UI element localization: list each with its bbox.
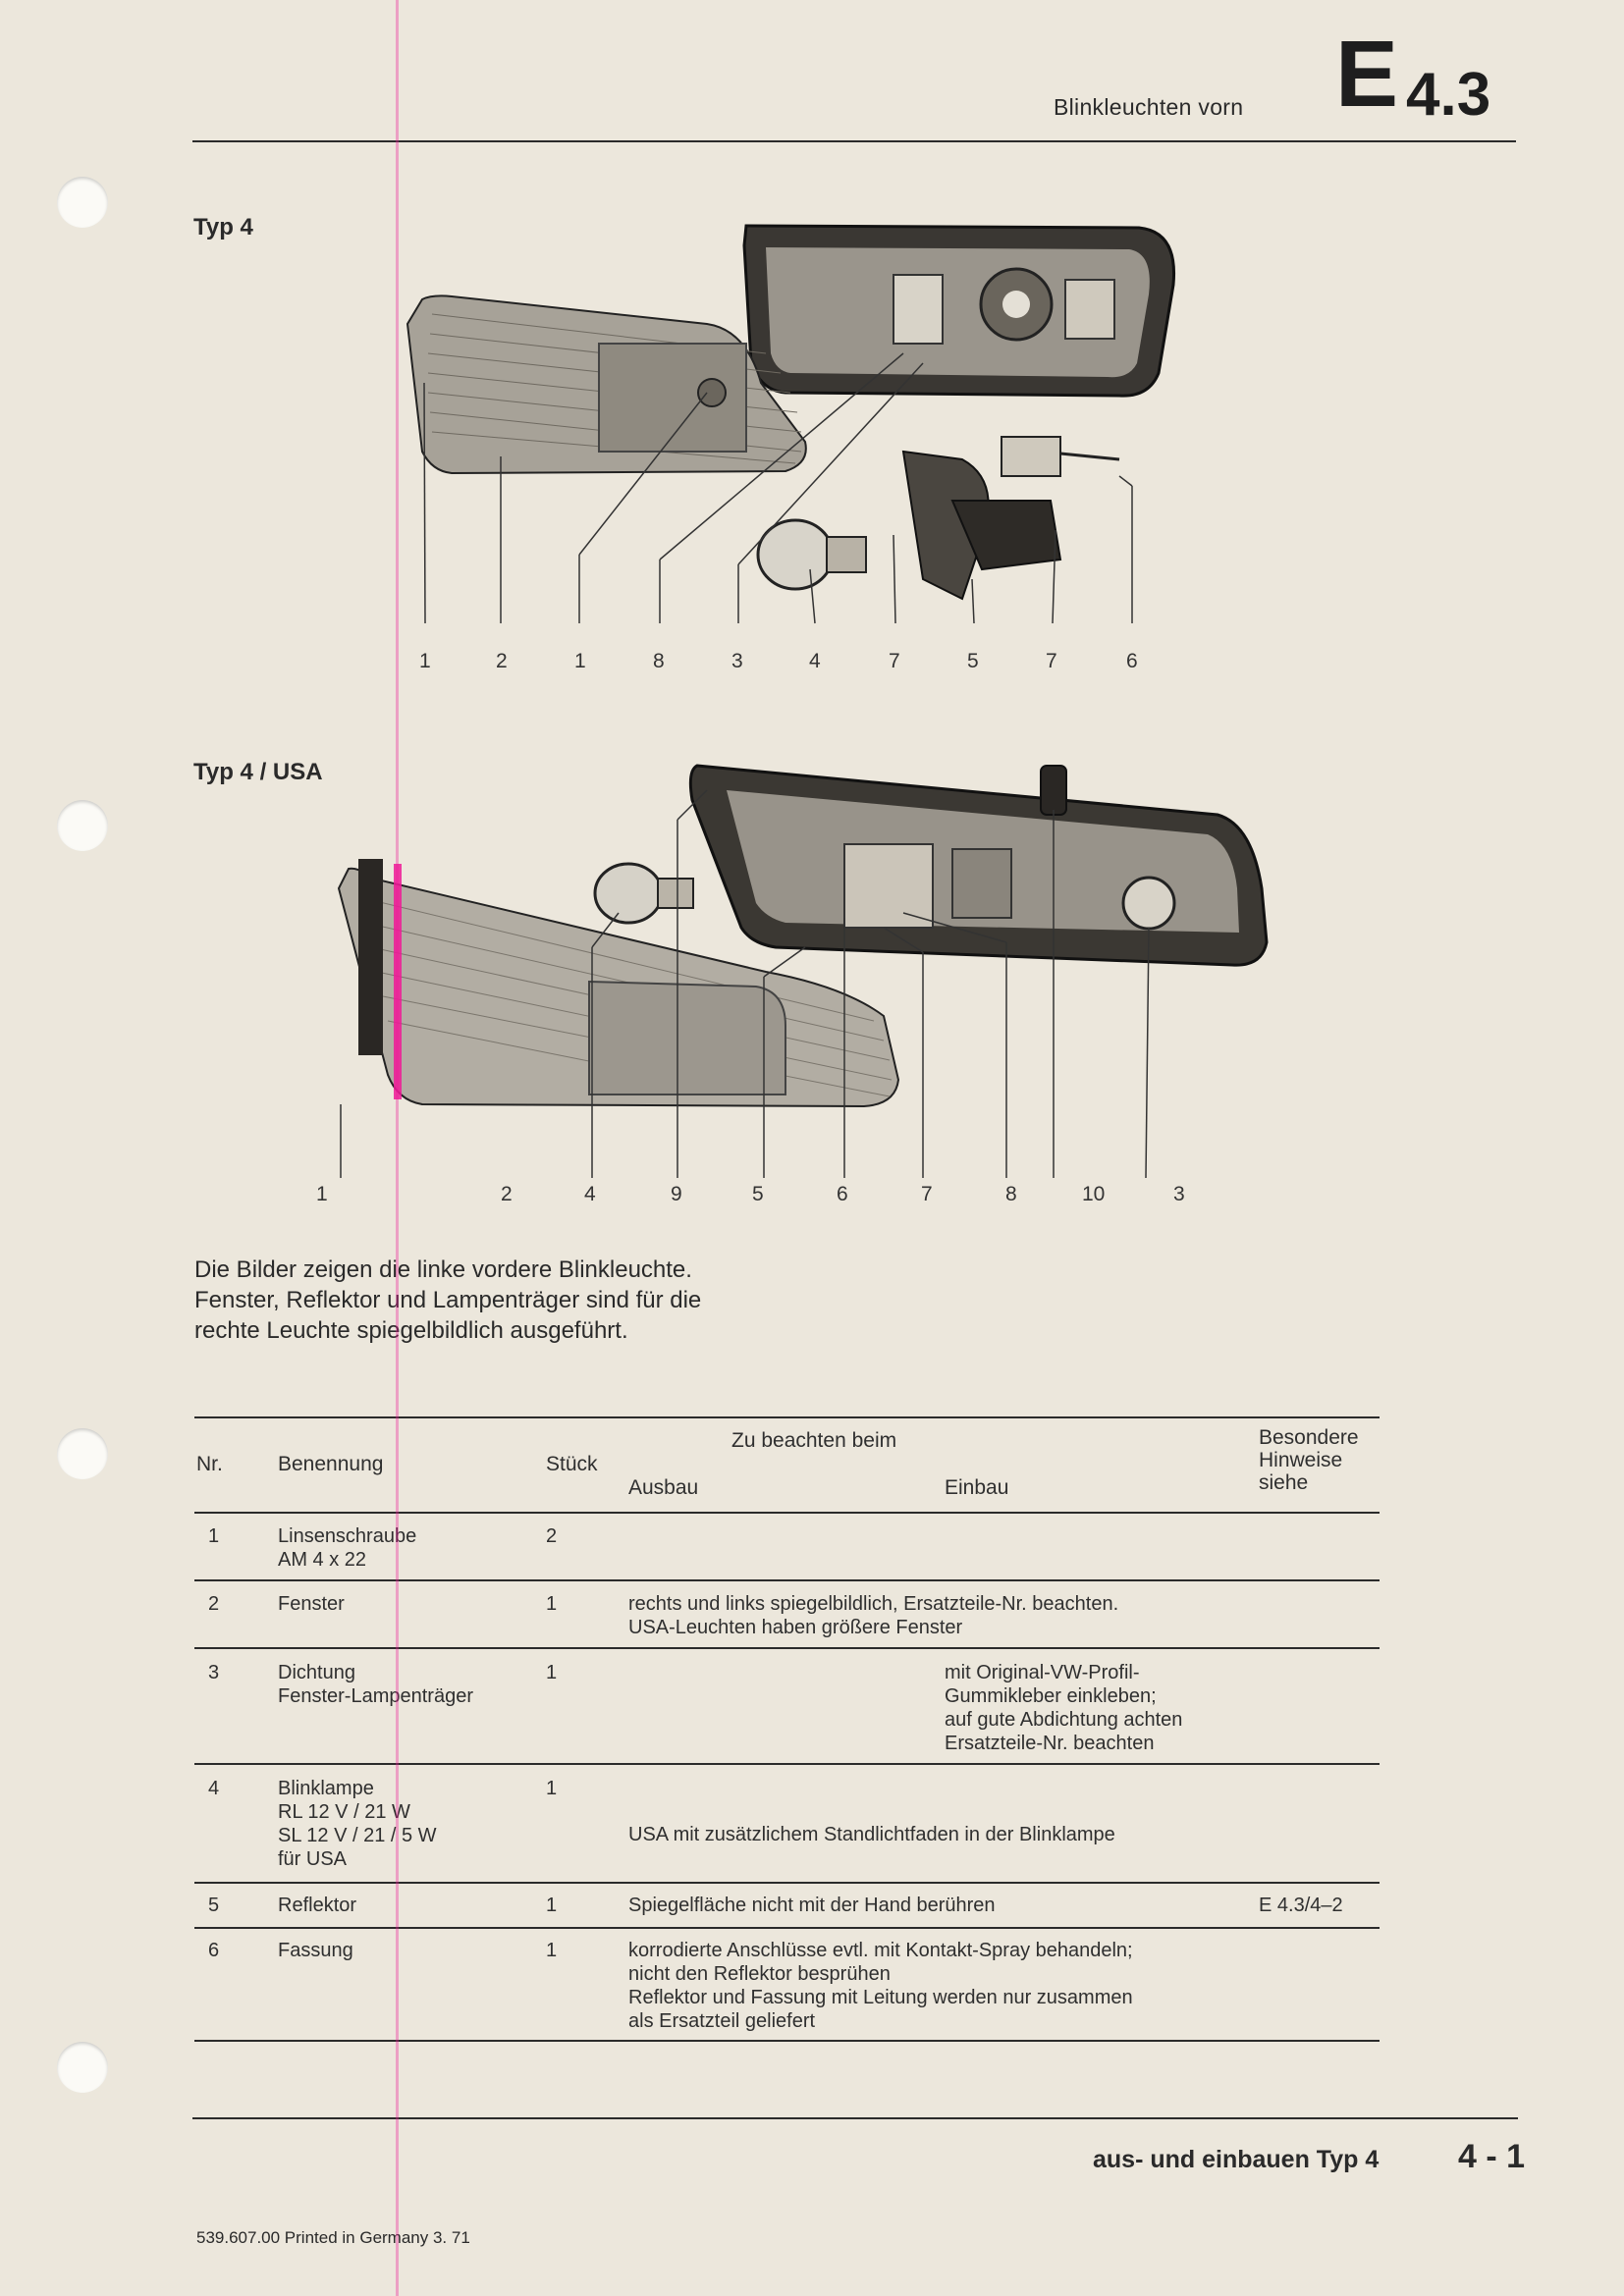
figure-callout: 6 (1126, 650, 1138, 672)
scan-streak (396, 0, 399, 2296)
col-header-nr: Nr. (196, 1453, 223, 1475)
footer-title: aus- und einbauen Typ 4 (1093, 2146, 1380, 2173)
row-benennung: Reflektor (278, 1895, 357, 1916)
intro-paragraph (194, 1255, 803, 1346)
row-stueck: 1 (546, 1895, 558, 1916)
figure-callout: 3 (731, 650, 743, 672)
row-nr: 3 (208, 1662, 220, 1683)
punch-hole (57, 177, 108, 228)
col-header-benennung: Benennung (278, 1453, 384, 1475)
figure-callout: 5 (967, 650, 979, 672)
row-rule (194, 1763, 1380, 1765)
row-rule (194, 1882, 1380, 1884)
figure-callout: 8 (1005, 1183, 1017, 1205)
col-header-ausbau: Ausbau (628, 1476, 699, 1499)
punch-hole (57, 1428, 108, 1479)
table-header-rule (194, 1512, 1380, 1514)
figure-caption: Typ 4 / USA (193, 759, 323, 785)
intro-line: Die Bilder zeigen die linke vordere Blinkleuchte. (194, 1256, 692, 1283)
row-benennung: Fassung (278, 1940, 353, 1961)
header-rule (192, 140, 1516, 142)
figure-callout: 7 (921, 1183, 933, 1205)
intro-line: Fenster, Reflektor und Lampenträger sind für die (194, 1287, 702, 1313)
row-benennung: Blinklampe RL 12 V / 21 W SL 12 V / 21 / 5 W für USA (278, 1778, 437, 1870)
row-benennung: Linsenschraube AM 4 x 22 (278, 1525, 417, 1571)
row-nr: 4 (208, 1778, 220, 1799)
row-benennung: Fenster (278, 1593, 345, 1615)
section-number: 4.3 (1406, 61, 1491, 129)
figure-typ4-illustration (373, 206, 1208, 638)
section-letter: E (1335, 22, 1399, 127)
row-ausbau: korrodierte Anschlüsse evtl. mit Kontakt-Spray behandeln; nicht den Reflektor besprühen Reflektor und Fassung mit Leitung werden nur zusammen als Ersatzteil geliefert (628, 1940, 1133, 2032)
figure-callout: 8 (653, 650, 665, 672)
print-note: 539.607.00 Printed in Germany 3. 71 (196, 2228, 470, 2247)
row-stueck: 1 (546, 1593, 558, 1615)
figure-callout: 6 (837, 1183, 848, 1205)
punch-hole (57, 800, 108, 851)
page-header-title: Blinkleuchten vorn (1054, 94, 1244, 120)
punch-hole (57, 2042, 108, 2093)
figure-callout: 1 (574, 650, 586, 672)
row-rule (194, 1647, 1380, 1649)
figure-callout: 4 (584, 1183, 596, 1205)
row-einbau: mit Original-VW-Profil- Gummikleber einkleben; auf gute Abdichtung achten Ersatzteile-Nr. beachten (945, 1662, 1183, 1754)
table-top-rule (194, 1416, 1380, 1418)
row-ausbau: USA mit zusätzlichem Standlichtfaden in der Blinklampe (628, 1824, 1115, 1845)
row-nr: 6 (208, 1940, 220, 1961)
row-benennung: Dichtung Fenster-Lampenträger (278, 1662, 473, 1707)
col-header-einbau: Einbau (945, 1476, 1009, 1499)
footer-rule (192, 2117, 1518, 2119)
figure-callout: 7 (1046, 650, 1057, 672)
figure-callout: 5 (752, 1183, 764, 1205)
figure-callout: 1 (419, 650, 431, 672)
figure-callout: 2 (496, 650, 508, 672)
row-stueck: 1 (546, 1778, 558, 1799)
figure-callout: 1 (316, 1183, 328, 1205)
figure-callout: 7 (889, 650, 900, 672)
row-stueck: 1 (546, 1940, 558, 1961)
col-header-stueck: Stück (546, 1453, 598, 1475)
figure-caption: Typ 4 (193, 214, 253, 240)
row-nr: 1 (208, 1525, 220, 1547)
row-nr: 2 (208, 1593, 220, 1615)
row-rule (194, 1927, 1380, 1929)
figure-typ4-usa-illustration (295, 741, 1276, 1183)
row-stueck: 2 (546, 1525, 558, 1547)
intro-line: rechte Leuchte spiegelbildlich ausgeführt. (194, 1317, 628, 1344)
row-ausbau: rechts und links spiegelbildlich, Ersatzteile-Nr. beachten. USA-Leuchten haben größere Fenster (628, 1593, 1119, 1638)
page-number: 4 - 1 (1458, 2138, 1526, 2175)
row-ausbau: Spiegelfläche nicht mit der Hand berühren (628, 1895, 996, 1916)
figure-callout: 3 (1173, 1183, 1185, 1205)
figure-callout: 2 (501, 1183, 513, 1205)
table-bottom-rule (194, 2040, 1380, 2042)
row-rule (194, 1579, 1380, 1581)
row-stueck: 1 (546, 1662, 558, 1683)
col-header-hinweise: Besondere Hinweise siehe (1259, 1426, 1359, 1494)
figure-callout: 10 (1082, 1183, 1106, 1205)
row-nr: 5 (208, 1895, 220, 1916)
scan-streak (394, 864, 402, 1099)
figure-callout: 9 (671, 1183, 682, 1205)
figure-callout: 4 (809, 650, 821, 672)
col-header-zu-beachten: Zu beachten beim (731, 1429, 897, 1452)
row-hinweise: E 4.3/4–2 (1259, 1895, 1343, 1916)
